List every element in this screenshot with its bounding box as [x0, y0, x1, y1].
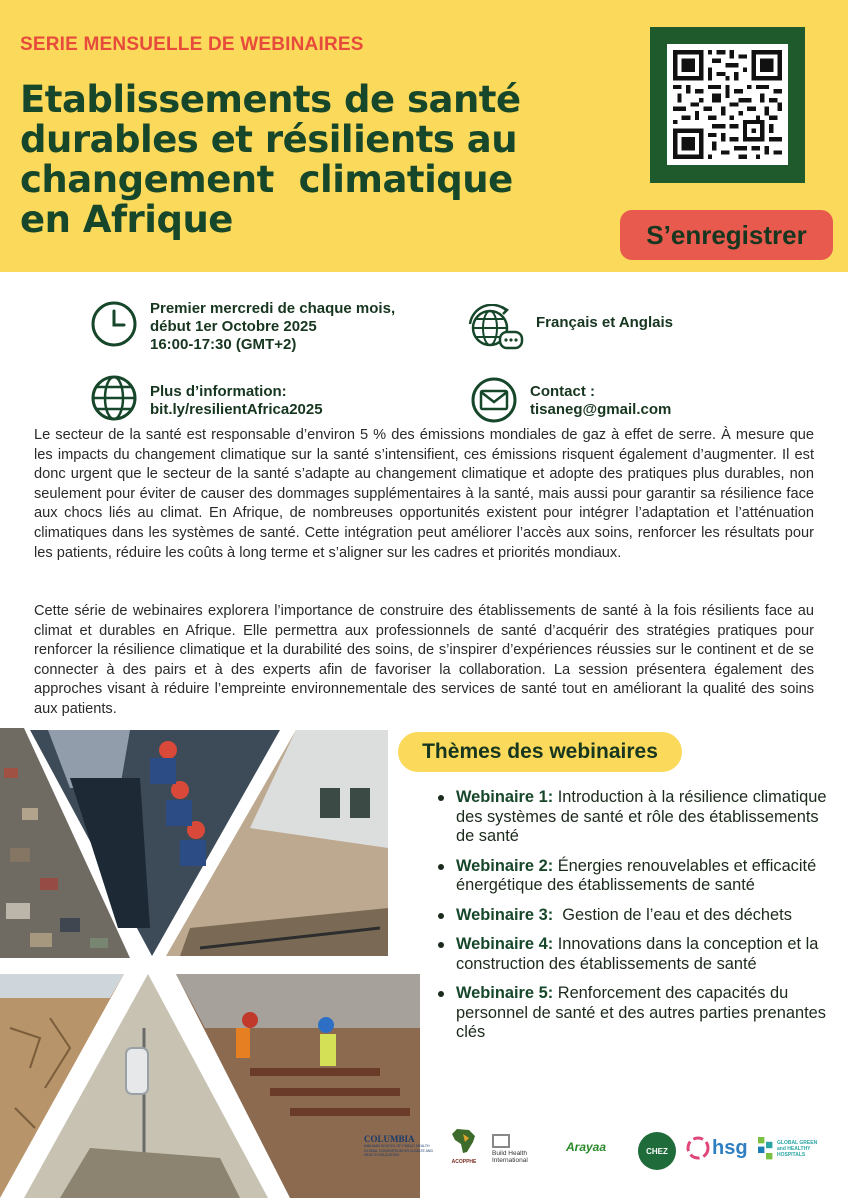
theme-item	[432, 857, 832, 896]
mail-icon	[470, 376, 518, 424]
contact-info	[470, 376, 671, 424]
theme-name: Webinaire 5:	[456, 984, 554, 1002]
title-line: changement climatique	[20, 158, 513, 201]
theme-desc: Renforcement des capacités du personnel de santé et des autres parties prenantes clés	[456, 984, 826, 1041]
globe-chat-icon	[466, 304, 524, 354]
columbia-logo: COLUMBIA MAILMAN SCHOOL OF PUBLIC HEALTH GLOBAL CONSORTIUM ON CLIMATE AND HEALTH EDUCATION	[364, 1134, 433, 1157]
qr-code-icon	[673, 50, 782, 159]
globe-icon	[90, 374, 138, 422]
page-title	[20, 80, 620, 240]
theme-item	[432, 984, 832, 1043]
hsg-swirl-icon	[686, 1136, 710, 1160]
languages-text: Français et Anglais	[536, 314, 673, 331]
register-button[interactable]: S’enregistrer	[620, 210, 833, 260]
acophe-logo: ACOPPHE	[444, 1128, 484, 1165]
schedule-line: début 1er Octobre 2025	[150, 318, 317, 335]
bullet-icon	[438, 991, 444, 997]
description-paragraph: Cette série de webinaires explorera l’importance de construire des établissements de santé à la fois résilients face au climat et durables en Afrique. Elle permettra aux professionnels de santé d’acquérir des stratégies pratiques pour renforcer la résilience climatique et la durabilité des soins, de s’inspirer d’expériences réussies sur le continent et de se connecter à des pairs et à des experts afin de favoriser la collaboration. La session présentera également des approches visant à réduire l’empreinte environnementale des services de santé tout en améliorant la qualité des soins aux patients.	[34, 603, 814, 717]
theme-desc: Innovations dans la conception et la construction des établissements de santé	[456, 935, 819, 973]
more-info-label: Plus d’information:	[150, 383, 287, 400]
schedule-line: Premier mercredi de chaque mois,	[150, 300, 396, 317]
theme-item	[432, 788, 832, 847]
languages-info	[466, 304, 673, 354]
contact-email[interactable]: tisaneg@gmail.com	[530, 401, 672, 418]
title-line: durables et résilients au	[20, 118, 518, 161]
partner-logos	[360, 1128, 830, 1178]
more-info-link[interactable]: bit.ly/resilientAfrica2025	[150, 401, 323, 418]
chez-logo: CHEZ	[638, 1132, 676, 1170]
themes-list	[432, 788, 832, 1053]
photo-collage	[0, 728, 420, 1200]
qr-code-frame	[650, 27, 805, 183]
theme-name: Webinaire 1:	[456, 788, 554, 806]
gghh-logo: GLOBAL GREEN and HEALTHY HOSPITALS	[758, 1134, 828, 1164]
more-info	[90, 374, 323, 422]
theme-name: Webinaire 2:	[456, 856, 554, 875]
bullet-icon	[438, 942, 444, 948]
theme-desc: Introduction à la résilience climatique des systèmes de santé et rôle des établissements de santé	[456, 788, 827, 845]
arayaa-logo: Arayaa	[566, 1140, 607, 1154]
theme-item	[432, 906, 832, 926]
building-icon	[492, 1134, 510, 1148]
series-label: SERIE MENSUELLE DE WEBINAIRES	[20, 34, 364, 55]
bullet-icon	[438, 795, 444, 801]
africa-map-icon	[449, 1128, 479, 1154]
qr-code[interactable]	[667, 44, 788, 165]
title-line: en Afrique	[20, 198, 233, 241]
gghh-blocks-icon	[758, 1134, 774, 1164]
bullet-icon	[438, 913, 444, 919]
contact-label: Contact :	[530, 383, 595, 400]
title-line: Etablissements de santé	[20, 78, 521, 121]
theme-name: Webinaire 4:	[456, 935, 554, 953]
intro-paragraph: Le secteur de la santé est responsable d’environ 5 % des émissions mondiales de gaz à effet de serre. À mesure que les impacts du changement climatique sur la santé s’intensifient, ces émissions risquent également d’augmenter. Il est donc urgent que le secteur de la santé s’adapte au changement climatique et adopte des pratiques plus durables, non seulement pour éviter de causer des dommages supplémentaires à la santé, mais aussi pour garantir sa résilience face aux chocs liés au climat. En Afrique, de nombreuses opportunités existent pour intégrer l’adaptation et l’atténuation climatiques dans les systèmes de santé. Cette intégration peut améliorer l’accès aux soins, renforcer les résultats pour les patients, réduire les coûts à long terme et s’aligner sur les cadres et priorités mondiaux.	[34, 427, 814, 561]
theme-desc: Gestion de l’eau et des déchets	[553, 905, 792, 924]
bhi-logo: Build Health International	[492, 1134, 552, 1164]
bullet-icon	[438, 864, 444, 870]
header-banner	[0, 0, 848, 272]
clock-icon	[90, 300, 138, 348]
hsg-logo: hsg	[686, 1136, 748, 1160]
schedule-line: 16:00-17:30 (GMT+2)	[150, 336, 297, 353]
theme-item	[432, 935, 832, 974]
schedule-info	[90, 300, 395, 354]
theme-name: Webinaire 3:	[456, 905, 554, 924]
theme-desc: Énergies renouvelables et efficacité énergétique des établissements de santé	[456, 856, 817, 894]
themes-heading: Thèmes des webinaires	[398, 732, 682, 772]
